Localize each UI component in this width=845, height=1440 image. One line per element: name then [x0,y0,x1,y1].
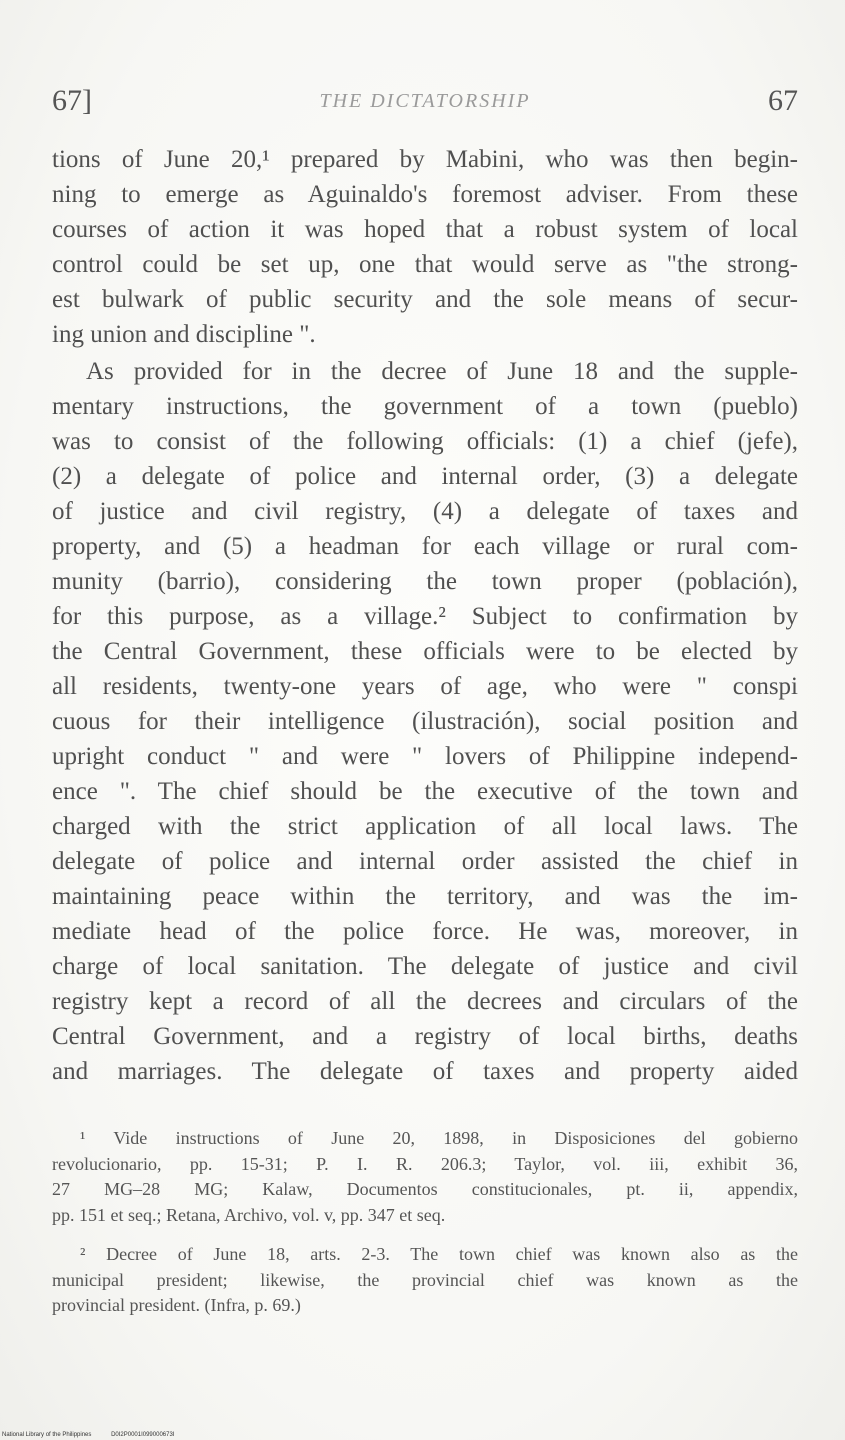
body-line: delegate of police and internal order assisted the chief in [52,848,798,875]
body-line: cuous for their intelligence (ilustración), social position and [52,708,798,735]
footnote-2-line: municipal president; likewise, the provincial chief was known as the [52,1269,798,1290]
body-line: est bulwark of public security and the sole means of secur- [52,286,798,313]
library-name: National Library of the Philippines [2,1432,92,1438]
body-line: and marriages. The delegate of taxes and property aided [52,1058,798,1085]
body-line: charged with the strict application of all local laws. The [52,813,798,840]
body-line: mentary instructions, the government of a town (pueblo) [52,393,798,420]
running-title: THE DICTATORSHIP [319,90,531,112]
body-line: As provided for in the decree of June 18 and the supple- [86,358,798,385]
footnote-2-line: ² Decree of June 18, arts. 2-3. The town chief was known also as the [80,1244,798,1264]
body-line: the Central Government, these officials were to be elected by [52,638,798,665]
body-line: all residents, twenty-one years of age, who were " conspi [52,673,798,700]
body-line: ence ". The chief should be the executive of the town and [52,778,798,805]
footnote-1-line: revolucionario, pp. 15-31; P. I. R. 206.3; Taylor, vol. iii, exhibit 36, [52,1153,798,1174]
body-line: Central Government, and a registry of local births, deaths [52,1023,798,1050]
body-line: upright conduct " and were " lovers of Philippine independ- [52,743,798,770]
footnote-1-line: pp. 151 et seq.; Retana, Archivo, vol. v, pp. 347 et seq. [52,1204,446,1225]
body-line: ning to emerge as Aguinaldo's foremost adviser. From these [52,181,798,208]
body-line: was to consist of the following officials: (1) a chief (jefe), [52,428,798,455]
body-line: tions of June 20,¹ prepared by Mabini, who was then begin- [52,146,798,173]
body-line: control could be set up, one that would serve as "the strong- [52,251,798,278]
body-line: maintaining peace within the territory, and was the im- [52,883,798,910]
body-text [52,142,798,1089]
running-header [52,84,798,124]
footnote-1-line: 27 MG–28 MG; Kalaw, Documentos constitucionales, pt. ii, appendix, [52,1179,798,1199]
page-number-left: 67] [52,84,92,117]
digitization-footer [2,1432,192,1438]
footnote-2-line: provincial president. (Infra, p. 69.) [52,1295,301,1315]
body-line: munity (barrio), considering the town proper (población), [52,568,798,595]
page-number-right: 67 [768,84,798,117]
body-line: ing union and discipline ". [52,321,316,348]
document-code: D0I2P0001I099000673I [111,1432,175,1438]
footnotes [52,1126,798,1319]
body-line: (2) a delegate of police and internal order, (3) a delegate [52,463,798,490]
body-line: mediate head of the police force. He was, moreover, in [52,918,798,945]
body-line: of justice and civil registry, (4) a delegate of taxes and [52,498,798,525]
body-line: for this purpose, as a village.² Subject to confirmation by [52,603,798,630]
footnote-1-line: ¹ Vide instructions of June 20, 1898, in Disposiciones del gobierno [80,1128,798,1148]
body-line: courses of action it was hoped that a robust system of local [52,216,798,243]
body-line: registry kept a record of all the decrees and circulars of the [52,988,798,1015]
body-line: charge of local sanitation. The delegate of justice and civil [52,953,798,980]
body-line: property, and (5) a headman for each village or rural com- [52,533,798,560]
